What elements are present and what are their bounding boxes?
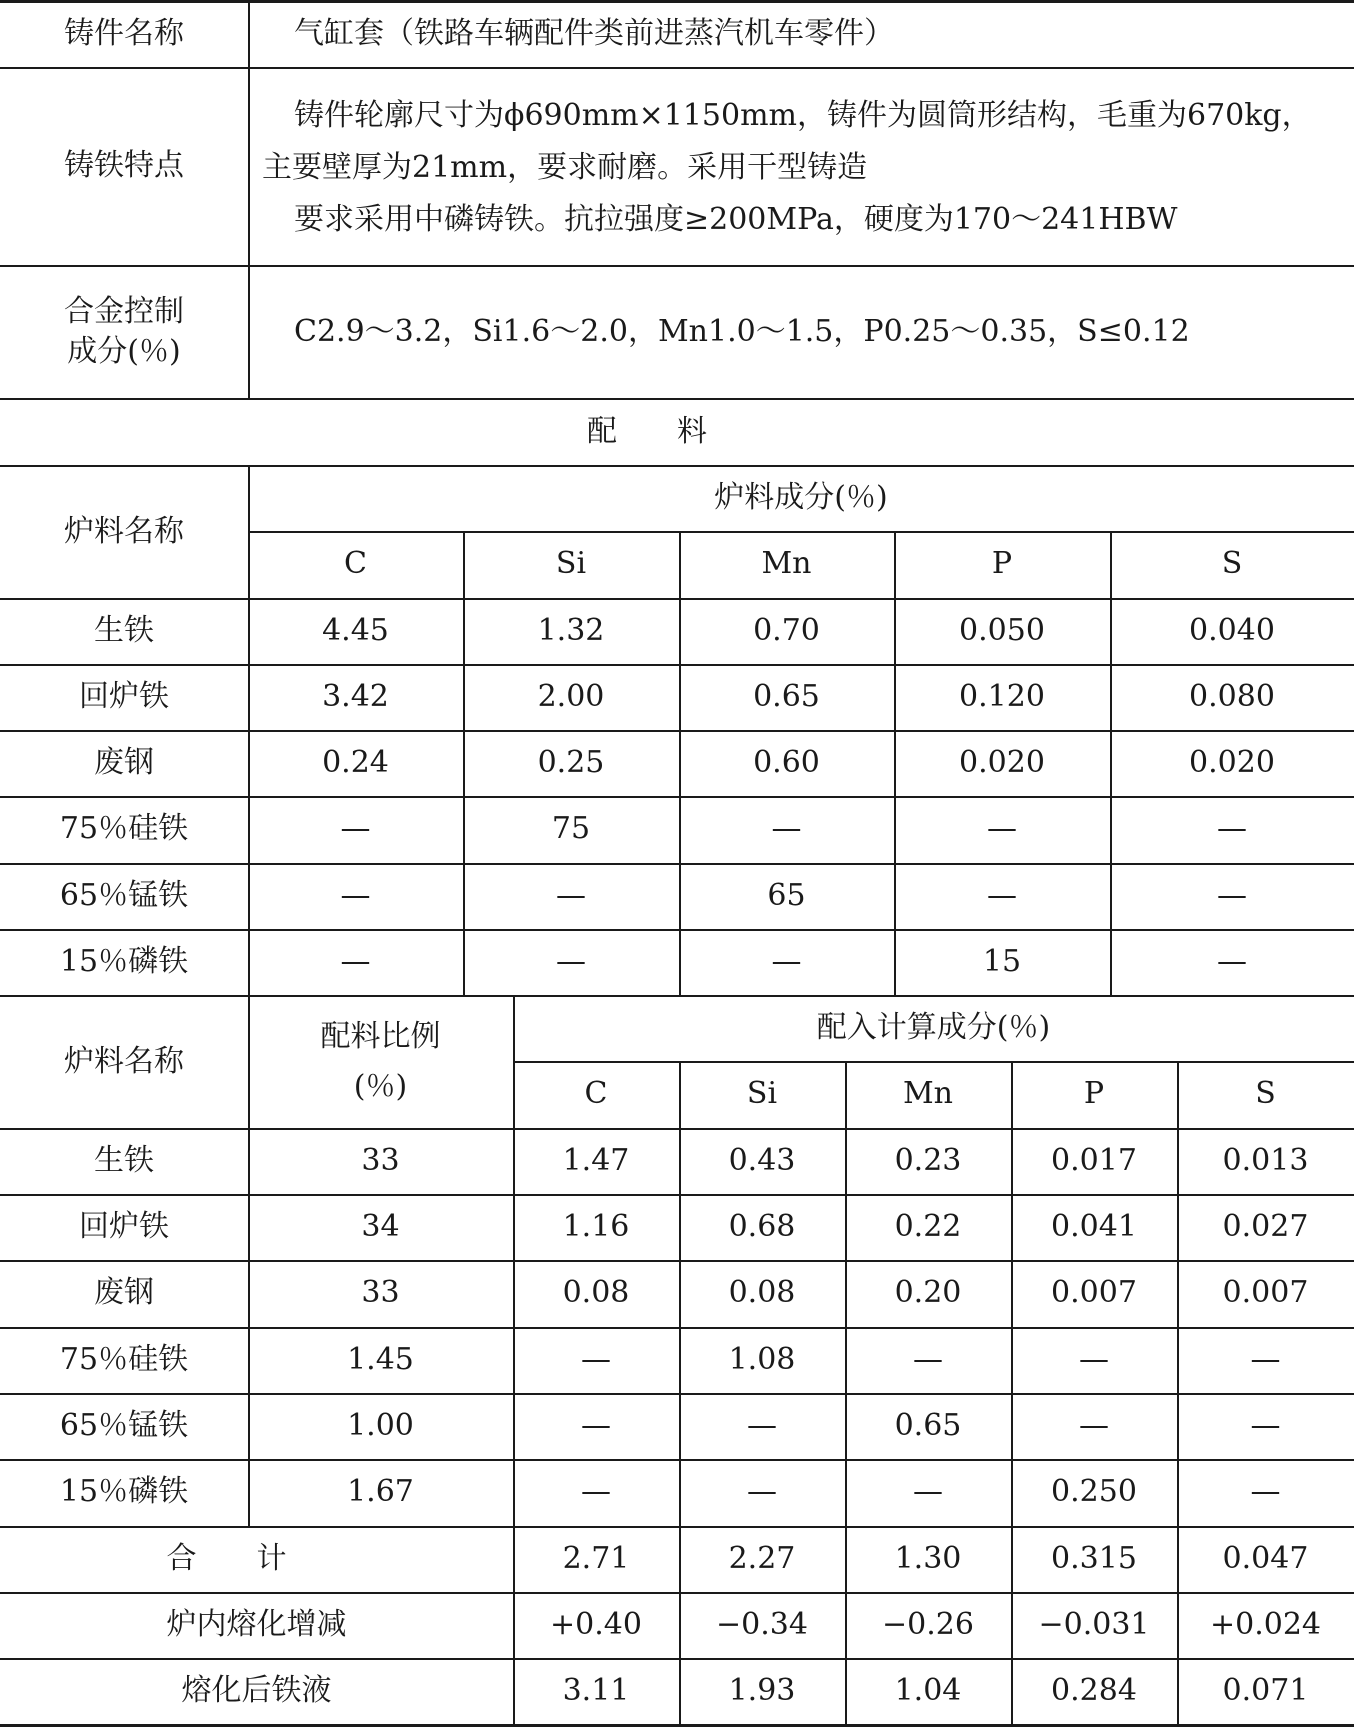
charge-cell: 1.32: [537, 613, 605, 649]
total-label: [0, 1526, 513, 1592]
charge-cell: 0.120: [959, 679, 1045, 715]
melt-change-label: 炉内熔化增减: [166, 1607, 347, 1643]
calc-cell: —: [913, 1474, 943, 1510]
charge-column-header: C: [344, 546, 367, 582]
charge-cell: 0.60: [753, 745, 820, 781]
casting-name-value: 气缸套（铁路车辆配件类前进蒸汽机车零件）: [294, 15, 894, 51]
total-label-text: 合计: [166, 1541, 347, 1577]
charge-cell: —: [771, 811, 802, 847]
charge-cell: 0.080: [1189, 679, 1275, 715]
after-melt-cell: 3.11: [562, 1673, 630, 1709]
charge-cell: —: [1217, 878, 1247, 914]
total-cell: 2.27: [728, 1541, 796, 1577]
calc-cell: —: [913, 1342, 943, 1378]
charge-cell: 0.050: [959, 613, 1045, 649]
calc-row-ratio: 1.45: [347, 1342, 414, 1378]
calc-cell: —: [1079, 1408, 1109, 1444]
calc-cell: —: [747, 1474, 777, 1510]
calc-cell: —: [581, 1408, 611, 1444]
calc-cell: 0.22: [894, 1209, 962, 1245]
charge-column-header: S: [1221, 546, 1243, 582]
charge-cell: —: [340, 811, 371, 847]
calc-cell: 0.20: [894, 1275, 962, 1311]
calc-row-name: 15％磷铁: [59, 1474, 189, 1510]
calc-column-header: Si: [746, 1076, 778, 1112]
charge-cell: 3.42: [322, 679, 389, 715]
calc-row-name: 65％锰铁: [59, 1408, 189, 1444]
calc-cell: 0.250: [1051, 1474, 1137, 1510]
calc-ratio-header-line-2: (％): [353, 1068, 408, 1104]
calc-cell: —: [1250, 1408, 1281, 1444]
calc-cell: —: [581, 1474, 611, 1510]
calc-row-name: 生铁: [94, 1143, 154, 1179]
charge-cell: —: [771, 944, 802, 980]
charge-cell: —: [987, 811, 1017, 847]
after-melt-cell: 1.93: [728, 1673, 796, 1709]
charge-row-name: 生铁: [94, 613, 154, 649]
calc-cell: —: [747, 1408, 777, 1444]
charge-name-header: 炉料名称: [64, 513, 184, 549]
rule: [0, 1724, 1354, 1727]
after-melt-cell: 0.284: [1051, 1673, 1137, 1709]
calc-cell: —: [1079, 1342, 1109, 1378]
rule: [248, 0, 250, 398]
charge-column-header: P: [991, 546, 1013, 582]
calc-cell: —: [1250, 1342, 1281, 1378]
calc-name-header: 炉料名称: [64, 1043, 184, 1079]
casting-name-label: 铸件名称: [64, 15, 184, 51]
calc-row-name: 回炉铁: [79, 1209, 169, 1245]
total-cell: 1.30: [894, 1541, 962, 1577]
alloy-label-line-1: 合金控制: [64, 293, 184, 329]
calc-column-header: C: [584, 1076, 608, 1112]
charge-cell: 0.70: [753, 613, 820, 649]
calc-cell: —: [1250, 1474, 1281, 1510]
calc-cell: 1.47: [562, 1143, 630, 1179]
total-cell: 0.047: [1222, 1541, 1309, 1577]
section-title-text: 配料: [587, 413, 767, 449]
alloy-label-line-2: 成分(％): [67, 333, 181, 369]
charge-column-header: Mn: [761, 546, 812, 582]
calc-ratio-header: [248, 995, 513, 1128]
charge-cell: 0.24: [322, 745, 389, 781]
charge-cell: 0.040: [1189, 613, 1275, 649]
charge-cell: 4.45: [322, 613, 389, 649]
calc-cell: 0.65: [894, 1408, 962, 1444]
charge-cell: 15: [982, 944, 1022, 980]
calc-column-header: P: [1083, 1076, 1105, 1112]
charge-cell: 0.65: [753, 679, 820, 715]
calc-row-ratio: 33: [361, 1143, 400, 1179]
charge-cell: 75: [551, 811, 591, 847]
charge-row-name: 75％硅铁: [59, 811, 189, 847]
melt-change-cell: −0.34: [716, 1607, 808, 1643]
calc-cell: 0.007: [1222, 1275, 1309, 1311]
charge-cell: 0.020: [959, 745, 1045, 781]
calc-cell: 0.017: [1051, 1143, 1137, 1179]
after-melt-cell: 0.071: [1222, 1673, 1309, 1709]
melt-change-cell: +0.024: [1209, 1607, 1322, 1643]
calc-cell: 1.08: [728, 1342, 796, 1378]
features-line-2: 主要壁厚为21mm，要求耐磨。采用干型铸造: [262, 150, 868, 185]
after-melt-cell: 1.04: [894, 1673, 962, 1709]
after-melt-label: 熔化后铁液: [181, 1673, 332, 1709]
calc-row-ratio: 33: [361, 1275, 400, 1311]
calc-cell: 1.16: [562, 1209, 630, 1245]
charge-cell: —: [340, 944, 371, 980]
charge-row-name: 65％锰铁: [59, 878, 189, 914]
charge-cell: —: [1217, 811, 1247, 847]
calc-cell: 0.08: [562, 1275, 630, 1311]
charge-cell: —: [987, 878, 1017, 914]
calc-cell: 0.007: [1051, 1275, 1137, 1311]
calc-cell: 0.027: [1222, 1209, 1309, 1245]
charge-row-name: 回炉铁: [79, 679, 169, 715]
calc-cell: 0.08: [728, 1275, 796, 1311]
section-title: [0, 398, 1354, 465]
calc-composition-header: 配入计算成分(％): [816, 1010, 1051, 1046]
features-label: 铸铁特点: [64, 148, 184, 184]
charge-composition-header: 炉料成分(％): [714, 480, 888, 516]
calc-row-ratio: 1.00: [347, 1408, 414, 1444]
features-line-3: 要求采用中磷铸铁。抗拉强度≥200MPa，硬度为170～241HBW: [294, 202, 1178, 237]
calc-column-header: Mn: [902, 1076, 954, 1112]
charge-cell: —: [556, 944, 586, 980]
melt-change-cell: +0.40: [550, 1607, 642, 1643]
calc-cell: 0.013: [1222, 1143, 1309, 1179]
calc-row-name: 75％硅铁: [59, 1342, 189, 1378]
melt-change-cell: −0.031: [1038, 1607, 1150, 1643]
melt-change-cell: −0.26: [882, 1607, 974, 1643]
charge-cell: 0.020: [1189, 745, 1275, 781]
calc-row-ratio: 34: [361, 1209, 400, 1245]
calc-cell: 0.68: [728, 1209, 796, 1245]
calc-column-header: S: [1255, 1076, 1276, 1112]
charge-cell: 0.25: [537, 745, 605, 781]
charge-cell: —: [1217, 944, 1247, 980]
calc-cell: 0.23: [894, 1143, 962, 1179]
calc-cell: —: [581, 1342, 611, 1378]
charge-column-header: Si: [555, 546, 587, 582]
alloy-label: [0, 265, 248, 398]
alloy-value: C2.9～3.2，Si1.6～2.0，Mn1.0～1.5，P0.25～0.35，S≤0.12: [294, 313, 1190, 349]
charge-row-name: 废钢: [94, 745, 154, 781]
charge-cell: 65: [767, 878, 806, 914]
calc-row-name: 废钢: [94, 1275, 154, 1311]
charge-cell: 2.00: [537, 679, 605, 715]
charge-cell: —: [556, 878, 586, 914]
calc-cell: 0.43: [728, 1143, 796, 1179]
total-cell: 2.71: [562, 1541, 630, 1577]
charge-cell: —: [340, 878, 371, 914]
calc-cell: 0.041: [1051, 1209, 1137, 1245]
total-cell: 0.315: [1051, 1541, 1137, 1577]
charge-row-name: 15％磷铁: [59, 944, 189, 980]
calc-row-ratio: 1.67: [347, 1474, 414, 1510]
features-line-1: 铸件轮廓尺寸为ϕ690mm×1150mm，铸件为圆筒形结构，毛重为670kg，: [294, 98, 1312, 133]
calc-ratio-header-line-1: 配料比例: [320, 1018, 441, 1054]
